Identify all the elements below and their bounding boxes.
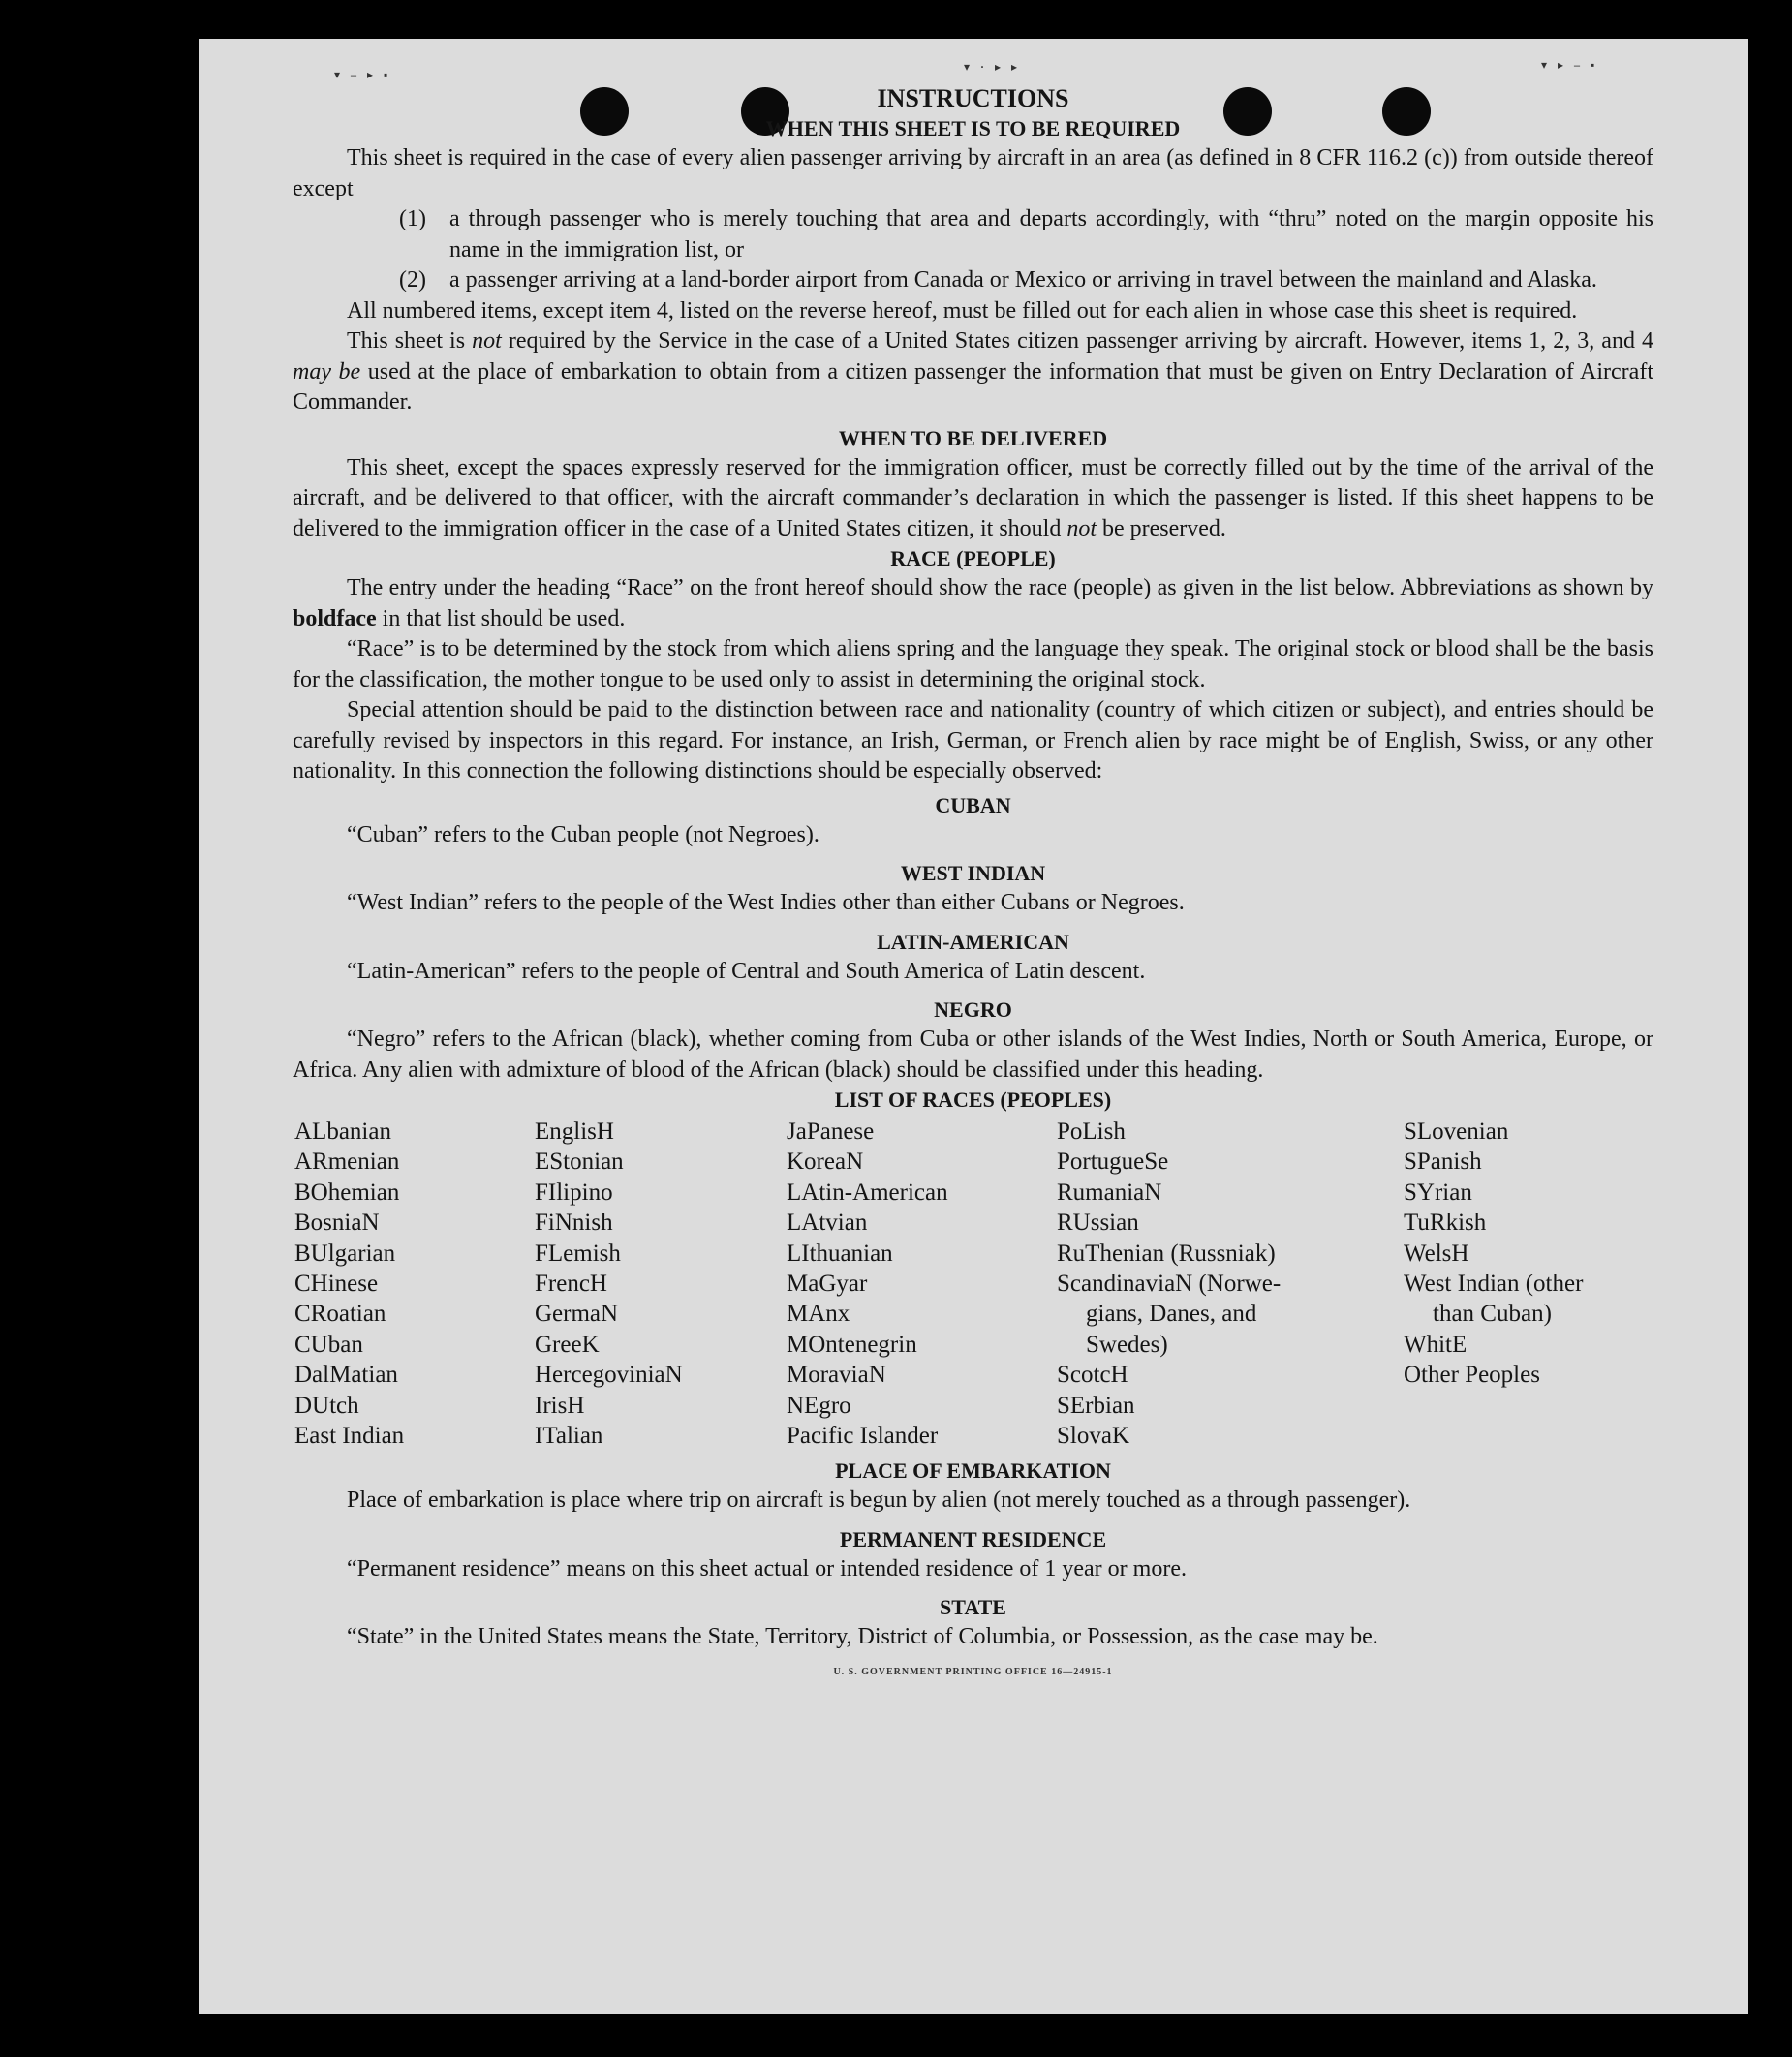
section-heading-negro: NEGRO: [934, 998, 1012, 1022]
print-speck: ▾ ▸ – ▪: [1541, 58, 1599, 72]
race-entry: RumaniaN: [1057, 1179, 1162, 1206]
document-page: [199, 39, 1748, 2014]
race-entry: MaGyar: [787, 1271, 868, 1298]
race-entry: LAtvian: [787, 1210, 868, 1237]
race-entry: HercegoviniaN: [535, 1362, 683, 1389]
race-entry: JaPanese: [787, 1119, 875, 1145]
race-entry: ScotcH: [1057, 1362, 1128, 1389]
race-entry: SYrian: [1404, 1179, 1472, 1206]
race-entry-continuation: Swedes): [1086, 1331, 1168, 1358]
instructions-content: [293, 83, 1653, 1677]
race-column-1: [294, 1117, 404, 1451]
race-entry: EnglisH: [535, 1119, 614, 1145]
race-entry: SErbian: [1057, 1392, 1135, 1419]
paragraph: This sheet, except the spaces expressly reserved for the immigration officer, must be correctly filled out by the time of the arrival of the aircraft, and be delivered to that officer, with the aircraft commander’s declaration in which the passenger is listed. If this sheet happens to be delivered to the immigration officer in the case of a United States citizen, it should not be preserved.: [293, 454, 1653, 541]
list-item: [399, 204, 1653, 265]
race-entry: PortugueSe: [1057, 1149, 1169, 1176]
page-title: INSTRUCTIONS: [877, 84, 1069, 112]
paragraph: “Race” is to be determined by the stock from which aliens spring and the language they speak. The original stock or blood shall be the basis for the classification, the mother tongue to be used only to assist in determining the original stock.: [293, 636, 1653, 692]
race-entry: LIthuanian: [787, 1240, 893, 1267]
race-entry: West Indian (other: [1404, 1271, 1584, 1298]
section-heading-latin-american: LATIN-AMERICAN: [877, 929, 1069, 954]
race-entry: SLovenian: [1404, 1119, 1509, 1145]
section-heading-west-indian: WEST INDIAN: [900, 861, 1046, 885]
paragraph: The entry under the heading “Race” on the front hereof should show the race (people) as given in the list below. Abbreviations as shown by boldface in that list should be used.: [293, 575, 1653, 631]
race-entry: DUtch: [294, 1392, 359, 1419]
race-entry: RuThenian (Russniak): [1057, 1240, 1276, 1267]
race-entry-continuation: than Cuban): [1433, 1301, 1552, 1328]
race-entry: ScandinaviaN (Norwe-: [1057, 1271, 1282, 1298]
race-entry: LAtin-American: [787, 1179, 948, 1206]
race-column-5: [1404, 1117, 1583, 1391]
print-speck: ▾ – ▸ ▪: [334, 68, 392, 81]
race-entry: BosniaN: [294, 1210, 380, 1237]
race-entry: SPanish: [1404, 1149, 1482, 1176]
paragraph: This sheet is not required by the Service in the case of a United States citizen passenger arriving by aircraft. However, items 1, 2, 3, and 4 may be used at the place of embarkation to obtain from a citizen passenger the information that must be given on Entry Declaration of Aircraft Commander.: [293, 328, 1653, 414]
race-entry: MAnx: [787, 1301, 850, 1328]
race-entry: FIlipino: [535, 1179, 613, 1206]
print-speck: ▾ · ▸ ▸: [964, 60, 1022, 74]
item-text: a through passenger who is merely touching that area and departs accordingly, with “thru” noted on the margin opposite his name in the immigration list, or: [449, 206, 1653, 262]
race-entry: FiNnish: [535, 1210, 613, 1237]
race-entry: MOntenegrin: [787, 1331, 917, 1358]
item-number: (1): [399, 206, 426, 231]
section-heading-permanent-residence: PERMANENT RESIDENCE: [839, 1526, 1107, 1551]
paragraph: “Cuban” refers to the Cuban people (not Negroes).: [347, 821, 819, 847]
race-entry: CHinese: [294, 1271, 379, 1298]
race-entry: NEgro: [787, 1392, 851, 1419]
race-entry-continuation: gians, Danes, and: [1086, 1301, 1257, 1328]
race-entry: BOhemian: [294, 1179, 400, 1206]
race-entry: GreeK: [535, 1331, 600, 1358]
race-entry: CRoatian: [294, 1301, 386, 1328]
race-entry: ARmenian: [294, 1149, 400, 1176]
paragraph: All numbered items, except item 4, listed on the reverse hereof, must be filled out for each alien in whose case this sheet is required.: [347, 297, 1578, 323]
paragraph: “Permanent residence” means on this sheet actual or intended residence of 1 year or more.: [347, 1555, 1187, 1581]
paragraph: “West Indian” refers to the people of the West Indies other than either Cubans or Negroes.: [347, 890, 1185, 915]
race-column-4: [1057, 1117, 1281, 1451]
paragraph: “Latin-American” refers to the people of Central and South America of Latin descent.: [347, 958, 1146, 984]
paragraph: “State” in the United States means the State, Territory, District of Columbia, or Possession, as the case may be.: [347, 1624, 1378, 1649]
item-number: (2): [399, 267, 426, 292]
race-entry: East Indian: [294, 1423, 405, 1450]
race-entry: FLemish: [535, 1240, 621, 1267]
race-entry: Pacific Islander: [787, 1423, 939, 1450]
section-heading-when-required: WHEN THIS SHEET IS TO BE REQUIRED: [765, 116, 1181, 140]
race-entry: TuRkish: [1404, 1210, 1487, 1237]
printing-office-footer: U. S. GOVERNMENT PRINTING OFFICE 16—24915-1: [833, 1666, 1113, 1677]
race-entry: ITalian: [535, 1423, 603, 1450]
race-entry: WelsH: [1404, 1240, 1469, 1267]
section-heading-list-of-races: LIST OF RACES (PEOPLES): [834, 1088, 1112, 1112]
race-column-2: [535, 1117, 683, 1451]
race-entry: MoraviaN: [787, 1362, 886, 1389]
section-heading-cuban: CUBAN: [935, 792, 1011, 817]
race-entry: GermaN: [535, 1301, 619, 1328]
race-entry: EStonian: [535, 1149, 624, 1176]
race-list: [293, 1117, 1653, 1451]
race-entry: SlovaK: [1057, 1423, 1129, 1450]
section-heading-when-delivered: WHEN TO BE DELIVERED: [838, 425, 1108, 450]
list-item: [399, 265, 1653, 296]
race-entry: KoreaN: [787, 1149, 864, 1176]
race-entry: CUban: [294, 1331, 363, 1358]
race-entry: BUlgarian: [294, 1240, 396, 1267]
race-entry: RUssian: [1057, 1210, 1139, 1237]
paragraph: “Negro” refers to the African (black), whether coming from Cuba or other islands of the West Indies, North or South America, Europe, or Africa. Any alien with admixture of blood of the African (black) should be classified under this heading.: [293, 1027, 1653, 1083]
section-heading-state: STATE: [940, 1595, 1006, 1619]
race-entry: WhitE: [1404, 1331, 1468, 1358]
race-entry: IrisH: [535, 1392, 585, 1419]
race-entry: Other Peoples: [1404, 1362, 1540, 1389]
race-column-3: [787, 1117, 948, 1451]
race-entry: PoLish: [1057, 1119, 1126, 1145]
section-heading-race: RACE (PEOPLE): [890, 546, 1056, 570]
paragraph: Special attention should be paid to the distinction between race and nationality (country of which citizen or subject), and entries should be carefully revised by inspectors in this regard. For instance, an Irish, German, or French alien by race might be of English, Swiss, or any other nationality. In this connection the following distinctions should be especially observed:: [293, 697, 1653, 783]
item-text: a passenger arriving at a land-border airport from Canada or Mexico or arriving in travel between the mainland and Alaska.: [449, 267, 1597, 292]
race-entry: FrencH: [535, 1271, 607, 1298]
section-heading-place-of-embarkation: PLACE OF EMBARKATION: [835, 1458, 1111, 1483]
paragraph: This sheet is required in the case of every alien passenger arriving by aircraft in an area (as defined in 8 CFR 116.2 (c)) from outside thereof except: [293, 145, 1653, 201]
paragraph: Place of embarkation is place where trip on aircraft is begun by alien (not merely touched as a through passenger).: [347, 1488, 1411, 1513]
race-entry: DalMatian: [294, 1362, 398, 1389]
race-entry: ALbanian: [294, 1119, 391, 1145]
